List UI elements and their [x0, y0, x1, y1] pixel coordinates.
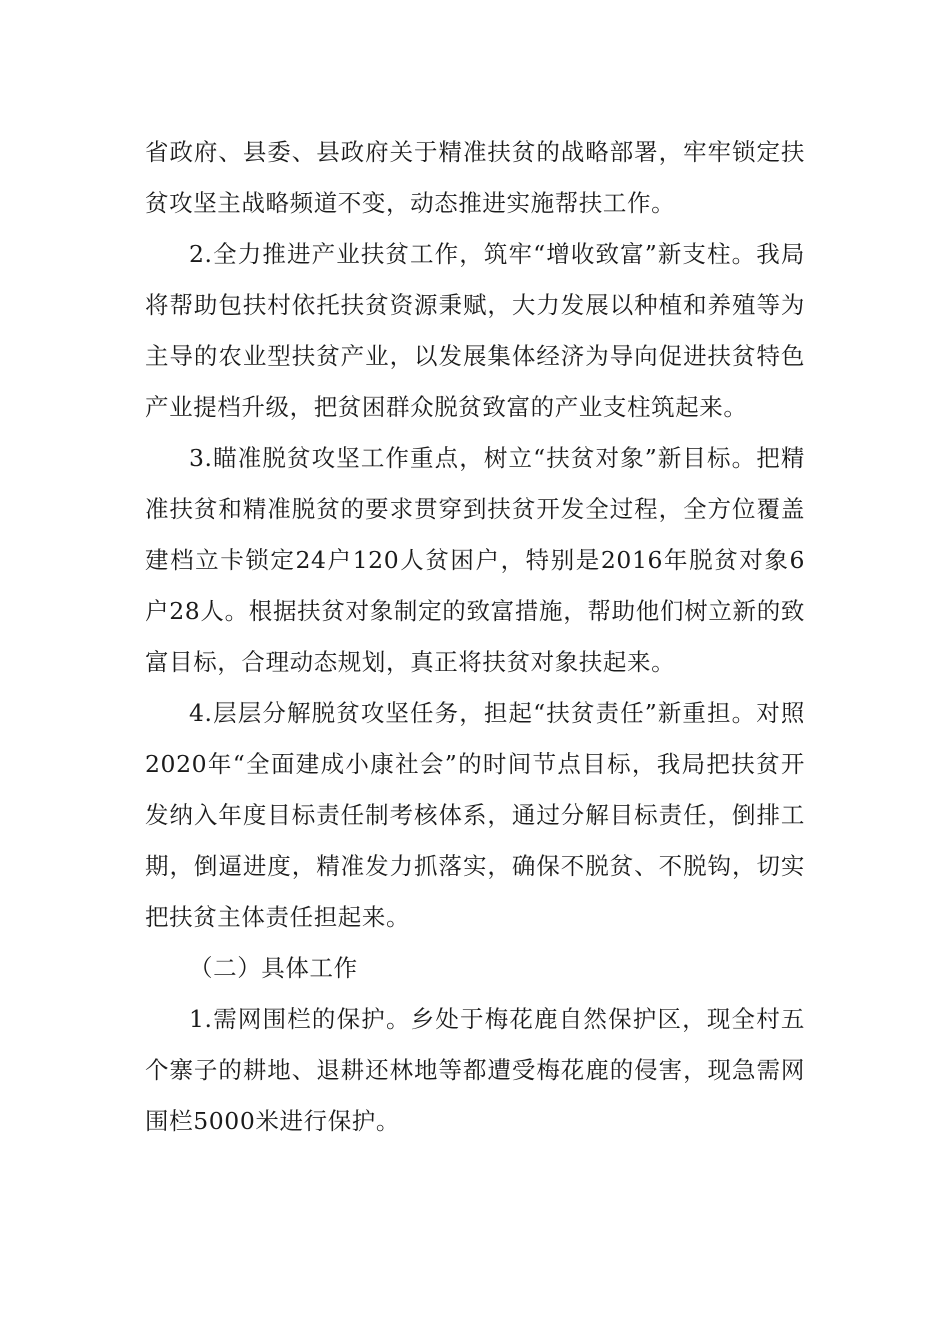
paragraph-fence-protection: 1.需网围栏的保护。乡处于梅花鹿自然保护区，现全村五个寨子的耕地、退耕还林地等都遭受梅花鹿的侵害，现急需网围栏5000米进行保护。 [145, 1005, 805, 1135]
paragraph-responsibility: 4.层层分解脱贫攻坚任务，担起“扶贫责任”新重担。对照2020年“全面建成小康社会”的时间节点目标，我局把扶贫开发纳入年度目标责任制考核体系，通过分解目标责任，倒排工期，倒逼进度，精准发力抓落实，确保不脱贫、不脱钩，切实把扶贫主体责任担起来。 [145, 699, 805, 931]
paragraph-targeted-objects: 3.瞄准脱贫攻坚工作重点，树立“扶贫对象”新目标。把精准扶贫和精准脱贫的要求贯穿到扶贫开发全过程，全方位覆盖建档立卡锁定24户120人贫困户，特别是2016年脱贫对象6户28人。根据扶贫对象制定的致富措施，帮助他们树立新的致富目标，合理动态规划，真正将扶贫对象扶起来。 [145, 444, 805, 676]
paragraph-continuation: 省政府、县委、县政府关于精准扶贫的战略部署，牢牢锁定扶贫攻坚主战略频道不变，动态推进实施帮扶工作。 [145, 138, 805, 217]
section-heading-specific-work: （二）具体工作 [189, 954, 358, 982]
paragraph-industry-poverty-alleviation: 2.全力推进产业扶贫工作，筑牢“增收致富”新支柱。我局将帮助包扶村依托扶贫资源秉赋，大力发展以种植和养殖等为主导的农业型扶贫产业，以发展集体经济为导向促进扶贫特色产业提档升级，把贫困群众脱贫致富的产业支柱筑起来。 [145, 240, 805, 421]
document-body [145, 127, 805, 1147]
